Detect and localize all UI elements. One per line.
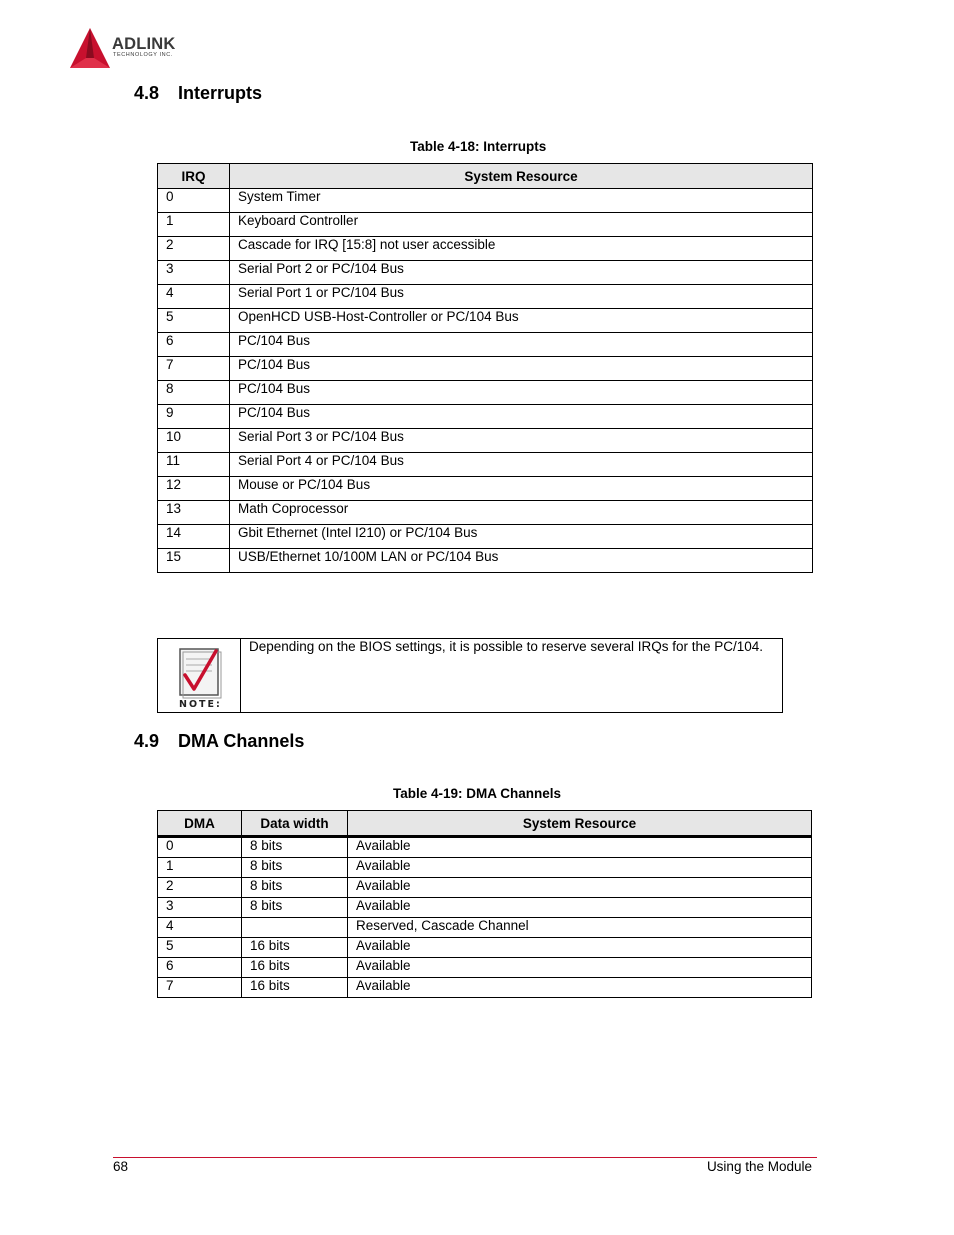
dma-channels-table [157,810,812,998]
section-title: DMA Channels [178,731,305,751]
table-row [158,501,813,525]
table-cell: 1 [158,213,230,237]
column-header: System Resource [348,811,812,837]
table-cell: 6 [158,333,230,357]
table-cell: Available [348,978,812,998]
brand-subtitle: TECHNOLOGY INC. [113,52,173,58]
table-cell: 2 [158,878,242,898]
brand-name: ADLINK [112,35,176,53]
column-header: DMA [158,811,242,837]
table-cell: 5 [158,938,242,958]
note-checklist-icon [176,645,224,709]
table-cell: 6 [158,958,242,978]
section-heading-dma [134,731,304,752]
table-cell: 4 [158,918,242,938]
table-cell: 4 [158,285,230,309]
column-header: System Resource [230,164,813,189]
note-box [157,638,783,713]
table-cell: PC/104 Bus [230,357,813,381]
table-row [158,429,813,453]
table-cell: Serial Port 4 or PC/104 Bus [230,453,813,477]
adlink-logo [68,28,208,70]
table-cell: Serial Port 1 or PC/104 Bus [230,285,813,309]
table-row [158,938,812,958]
column-header: IRQ [158,164,230,189]
table-cell: Reserved, Cascade Channel [348,918,812,938]
table-row [158,405,813,429]
table-cell: Available [348,938,812,958]
table-row [158,858,812,878]
table-row [158,958,812,978]
table-row [158,453,813,477]
table-cell: Available [348,958,812,978]
table-cell: 15 [158,549,230,573]
table-cell: 5 [158,309,230,333]
table-cell: 0 [158,837,242,858]
table-cell: USB/Ethernet 10/100M LAN or PC/104 Bus [230,549,813,573]
table-cell: 3 [158,898,242,918]
table-cell: Keyboard Controller [230,213,813,237]
table-row [158,477,813,501]
table-cell: 8 bits [242,837,348,858]
table-caption-dma: Table 4-19: DMA Channels [393,786,562,801]
table-cell [242,918,348,938]
table-cell: 12 [158,477,230,501]
table-cell: Available [348,858,812,878]
table-header-row [158,164,813,189]
table-cell: PC/104 Bus [230,333,813,357]
note-icon-cell [158,639,241,712]
table-row [158,978,812,998]
table-row [158,285,813,309]
table-row [158,189,813,213]
table-cell: 11 [158,453,230,477]
table-cell: 1 [158,858,242,878]
table-cell: 8 bits [242,898,348,918]
table-row [158,381,813,405]
note-icon-label: NOTE: [179,699,222,709]
table-row [158,213,813,237]
table-cell: Mouse or PC/104 Bus [230,477,813,501]
table-row [158,525,813,549]
table-row [158,918,812,938]
section-title: Interrupts [178,83,263,103]
table-row [158,333,813,357]
table-row [158,837,812,858]
table-cell: 8 bits [242,858,348,878]
table-cell: 9 [158,405,230,429]
table-cell: Available [348,878,812,898]
table-cell: 7 [158,357,230,381]
table-cell: Cascade for IRQ [15:8] not user accessible [230,237,813,261]
table-row [158,898,812,918]
table-cell: Available [348,837,812,858]
table-cell: OpenHCD USB-Host-Controller or PC/104 Bus [230,309,813,333]
table-cell: Available [348,898,812,918]
table-cell: System Timer [230,189,813,213]
table-cell: 16 bits [242,978,348,998]
table-row [158,309,813,333]
footer-divider [113,1157,817,1158]
table-cell: 7 [158,978,242,998]
table-cell: 16 bits [242,938,348,958]
table-cell: Serial Port 3 or PC/104 Bus [230,429,813,453]
table-cell: 16 bits [242,958,348,978]
column-header: Data width [242,811,348,837]
table-caption-interrupts: Table 4-18: Interrupts [410,139,547,154]
table-cell: Math Coprocessor [230,501,813,525]
table-cell: Gbit Ethernet (Intel I210) or PC/104 Bus [230,525,813,549]
table-row [158,237,813,261]
table-cell: 8 [158,381,230,405]
table-row [158,357,813,381]
table-row [158,261,813,285]
page-number: 68 [113,1159,129,1174]
table-cell: 0 [158,189,230,213]
chapter-title: Using the Module [706,1159,812,1174]
table-cell: PC/104 Bus [230,405,813,429]
table-cell: 8 bits [242,878,348,898]
table-cell: 14 [158,525,230,549]
table-row [158,878,812,898]
table-cell: PC/104 Bus [230,381,813,405]
table-cell: 2 [158,237,230,261]
adlink-triangle-icon [68,28,112,70]
table-cell: Serial Port 2 or PC/104 Bus [230,261,813,285]
section-number: 4.9 [134,731,160,751]
section-number: 4.8 [134,83,160,103]
note-text: Depending on the BIOS settings, it is possible to reserve several IRQs for the PC/104. [249,639,764,654]
table-cell: 3 [158,261,230,285]
interrupts-table [157,163,813,573]
table-cell: 10 [158,429,230,453]
table-header-row [158,811,812,837]
section-heading-interrupts [134,83,262,104]
table-row [158,549,813,573]
table-cell: 13 [158,501,230,525]
